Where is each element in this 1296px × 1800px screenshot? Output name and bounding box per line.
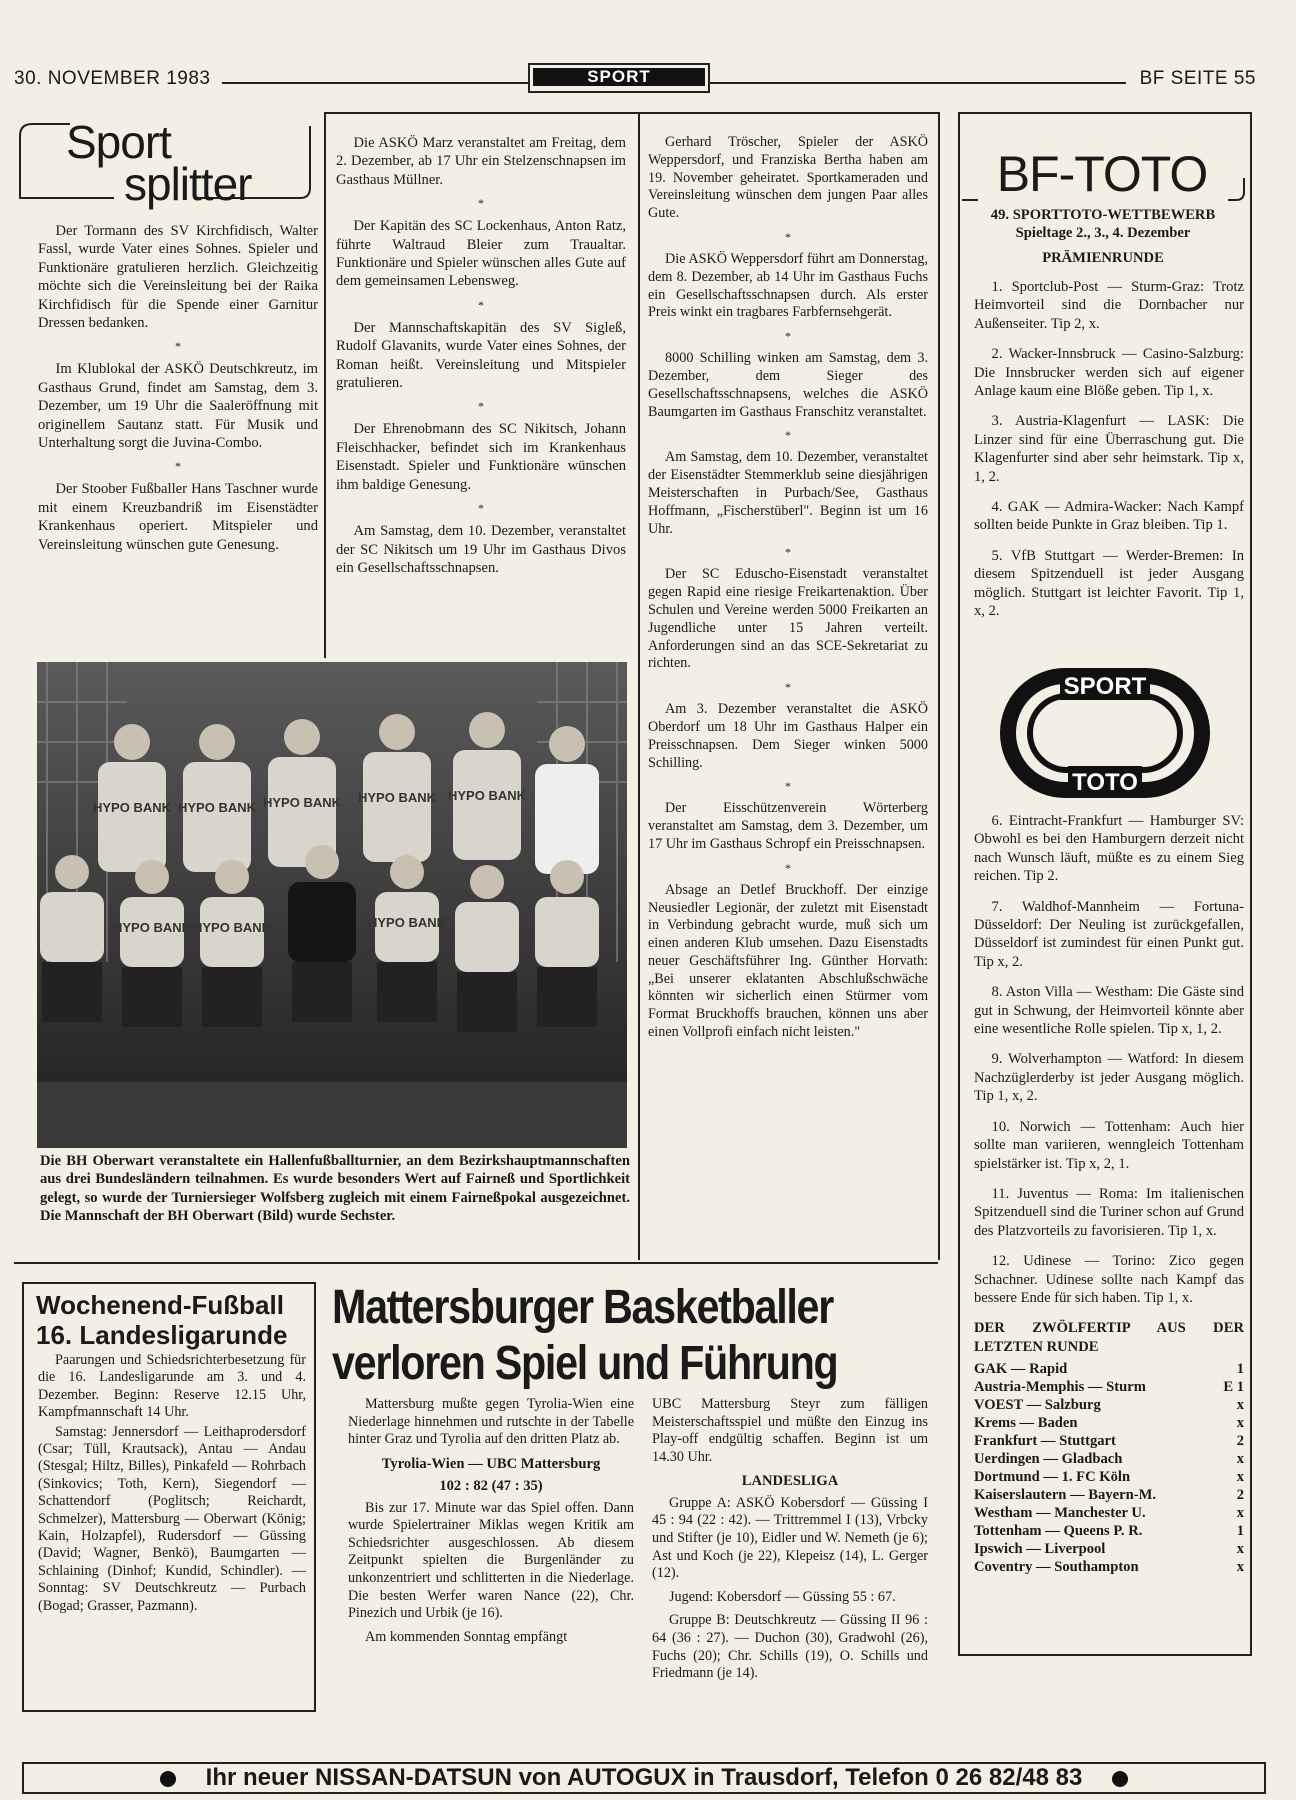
last-round-match: GAK — Rapid [974, 1361, 1068, 1378]
page-number: BF SEITE 55 [1139, 68, 1256, 89]
last-round-match: Krems — Baden [974, 1415, 1078, 1432]
last-round-match: Westham — Manchester U. [974, 1505, 1146, 1522]
sportsplitter-title-2: splitter [124, 158, 252, 210]
splitter-item: 8000 Schilling winken am Samstag, dem 3. Dezember, dem Sieger des Gesellschaftsschnapsens, welches die ASKÖ Baumgarten im Gasthaus Franschitz veranstaltet. [648, 350, 928, 420]
last-round-match: Kaiserslautern — Bayern-M. [974, 1487, 1156, 1504]
last-round-result: x [1236, 1451, 1244, 1468]
separator-star: * [478, 501, 484, 516]
toto-tip: 8. Aston Villa — Westham: Die Gäste sind gut in Schwung, der Heimvorteil könnte aber eine wesentliche Rolle spielen. Tip x, 1, 2. [974, 984, 1244, 1038]
last-round-match: Dortmund — 1. FC Köln [974, 1469, 1131, 1486]
splitter-item: Der Eisschützenverein Wörterberg veranstaltet am Samstag, dem 3. Dezember, um 17 Uhr im Gasthaus Schropf ein Preisschnapsen. [648, 800, 928, 852]
header-rule-left [222, 82, 528, 84]
last-round-row [974, 1450, 1244, 1468]
toto-tip: 6. Eintracht-Frankfurt — Hamburger SV: Obwohl es bei den Hamburgern derzeit nicht nach Wunsch läuft, müßte es zu einem Sieg reichen. Tip 2. [974, 813, 1244, 885]
header-rule-right [706, 82, 1126, 84]
wochenend-title [36, 1290, 316, 1350]
splitter-item: Der Stoober Fußballer Hans Taschner wurde mit einem Kreuzbandriß im Eisenstädter Krankenhaus operiert. Mitspieler und Vereinsleitung wünschen gute Genesung. [38, 481, 318, 553]
column-rule-2 [638, 112, 640, 1260]
toto-contest: 49. SPORTTOTO-WETTBEWERB [990, 207, 1216, 223]
last-round-row [974, 1378, 1244, 1396]
last-round-row [974, 1360, 1244, 1378]
separator-star: * [785, 680, 791, 695]
splitter-item: Die ASKÖ Marz veranstaltet am Freitag, dem 2. Dezember, ab 17 Uhr ein Stelzenschnapsen im Gasthaus Müllner. [336, 135, 626, 188]
section-label: SPORT [533, 68, 705, 86]
basket-match-score: 102 : 82 (47 : 35) [439, 1478, 543, 1495]
last-round-row [974, 1558, 1244, 1576]
section-badge [528, 63, 710, 93]
sportsplitter-title-1: Sport [66, 116, 171, 168]
jersey-text: HYPO BANK [447, 788, 527, 803]
toto-tip: 4. GAK — Admira-Wacker: Nach Kampf sollten beide Punkte in Graz bleiben. Tip 1. [974, 499, 1244, 534]
last-round-match: Frankfurt — Stuttgart [974, 1433, 1116, 1450]
basket-paragraph: Gruppe B: Deutschkreutz — Güssing II 96 : 64 (36 : 27). — Duchon (30), Gradwohl (26), Fuchs (20); Chr. Schills (19), O. Schills und Friedmann (je 14). [652, 1612, 928, 1682]
separator-star: * [785, 545, 791, 560]
toto-tip: 11. Juventus — Roma: Im italienischen Spitzenduell sind die Turiner schon auf Grund des Platzvorteils zu favorisieren. Tip 1, x. [974, 1185, 1244, 1239]
column-rule-1 [324, 112, 326, 658]
wochenend-intro: Paarungen und Schiedsrichterbesetzung für die 16. Landesligarunde am 3. und 4. Dezember. Beginn: Reserve 12.15 Uhr, Kampfmannschaft 14 Uhr. [38, 1352, 306, 1421]
splitter-item: Der Kapitän des SC Lockenhaus, Anton Ratz, führte Waltraud Bleier zum Traualtar. Funktionäre und Spieler wünschen alles Gute auf dem gemeinsamen Lebensweg. [336, 218, 626, 290]
last-round-result: 1 [1236, 1361, 1244, 1378]
last-round-match: Austria-Memphis — Sturm [974, 1379, 1146, 1396]
last-round-result: x [1236, 1469, 1244, 1486]
toto-tip: 10. Norwich — Tottenham: Auch hier sollte man variieren, wenngleich Tottenham spielstärker ist. Tip x, 2, 1. [974, 1118, 1244, 1172]
splitter-column-2 [336, 134, 626, 583]
advert-strip [22, 1762, 1266, 1794]
sportsplitter-logo [14, 116, 312, 210]
issue-date: 30. NOVEMBER 1983 [14, 68, 211, 89]
toto-tip: 9. Wolverhampton — Watford: In diesem Nachzüglerderby ist jeder Ausgang möglich. Tip 1, x, 2. [974, 1051, 1244, 1105]
last-round-row [974, 1468, 1244, 1486]
toto-tips-b [974, 812, 1244, 1576]
splitter-item: Am Samstag, dem 10. Dezember, veranstaltet der SC Nikitsch um 19 Uhr im Gasthaus Divos ein Gesellschaftsschnapsen. [336, 523, 626, 576]
toto-tip: 1. Sportclub-Post — Sturm-Graz: Trotz Heimvorteil sind die Dornbacher nur Außenseiter. Tip 2, x. [974, 279, 1244, 332]
basket-paragraph: Mattersburg mußte gegen Tyrolia-Wien eine Niederlage hinnehmen und rutschte in der Tabelle hinter Graz und Tyrolia auf den dritten Platz ab. [348, 1396, 634, 1448]
separator-star: * [785, 329, 791, 344]
toto-round: PRÄMIENRUNDE [1042, 249, 1164, 266]
bullet-icon [1112, 1771, 1128, 1787]
basket-column-2 [652, 1396, 928, 1689]
basket-headline-1: Mattersburger Basketballer [332, 1281, 834, 1334]
last-round-match: Ipswich — Liverpool [974, 1541, 1106, 1558]
splitter-item: Am 3. Dezember veranstaltet die ASKÖ Oberdorf um 18 Uhr im Gasthaus Halper ein Preisschnapsen. Dem Sieger winken 5000 Schilling. [648, 701, 928, 771]
wochenend-fixtures: Samstag: Jennersdorf — Leithaprodersdorf (Csar; Tüll, Krautsack), Antau — Andau (Stesgal; Hiltz, Billes), Pinkafeld — Rohrbach (Sinkovics; Toth, Kern), Siegendorf — Schattendorf (Poglitsch; Reichardt, Schmelzer), Mattersburg — Oberwart (König; Kain, Holzapfel), Rudersdorf — Güssing (David; Wagner, Benkö), Baumgarten — Schlaining (Dinhof; Kundid, Schindler). — Sonntag: SV Deutschkreutz — Purbach (Bogad; Grasser, Pazmann). [38, 1423, 306, 1614]
splitter-item: Gerhard Tröscher, Spieler der ASKÖ Weppersdorf, und Franziska Bertha haben am 19. November geheiratet. Sportkameraden und Vereinsleitung wünschen dem jungen Paar alles Gute. [648, 134, 928, 222]
last-round-row [974, 1396, 1244, 1414]
basket-paragraph: Bis zur 17. Minute war das Spiel offen. Dann wurde Spielertrainer Miklas wegen Kritik am Schiedsrichter ausgeschlossen. Ab diesem Zeitpunkt spielten die Burgenländer zu unkonzentriert und schlitterten in die Niederlage. Die besten Werfer waren Nance (22), Chr. Pinezich und Urbik (je 16). [348, 1499, 634, 1622]
basket-paragraph: UBC Mattersburg Steyr zum fälligen Meisterschaftsspiel und müßte den Einzug ins Play-off endgültig schaffen. Beginn ist um 14.30 Uhr. [652, 1396, 928, 1465]
separator-star: * [785, 229, 791, 244]
column-rule-3 [938, 112, 940, 1260]
splitter-column-3 [648, 134, 928, 1048]
wochenend-body [38, 1352, 306, 1621]
wochenend-title-1: Wochenend-Fußball [36, 1290, 284, 1320]
last-round-row [974, 1432, 1244, 1450]
toto-tip: 5. VfB Stuttgart — Werder-Bremen: In diesem Spitzenduell ist jeder Ausgang möglich. Stuttgart ist leichter Favorit. Tip 1, x, 2. [974, 547, 1244, 620]
last-round-match: Coventry — Southampton [974, 1559, 1139, 1576]
advert-text: Ihr neuer NISSAN-DATSUN von AUTOGUX in Trausdorf, Telefon 0 26 82/48 83 [205, 1764, 1083, 1791]
last-round-row [974, 1540, 1244, 1558]
last-round-row [974, 1504, 1244, 1522]
last-round-row [974, 1522, 1244, 1540]
last-round-result: 1 [1236, 1523, 1244, 1540]
separator-star: * [478, 297, 484, 312]
basket-headline-2: verloren Spiel und Führung [332, 1337, 838, 1390]
last-round-result: x [1236, 1559, 1244, 1576]
toto-tip: 7. Waldhof-Mannheim — Fortuna-Düsseldorf: Der Neuling ist zurückgefallen, Düsseldorf ist zumindest für einen Punkt gut. Tip x, 2. [974, 898, 1244, 970]
jersey-text: HYPO BANK [367, 915, 447, 930]
splitter-item: Der SC Eduscho-Eisenstadt veranstaltet gegen Rapid eine riesige Freikartenaktion. Über Schulen und Vereine werden 5000 Freikarten an Jugendliche unter 15 Jahren verteilt. Anforderungen sind an das SCE-Sekretariat zu richten. [648, 566, 928, 672]
toto-tip: 3. Austria-Klagenfurt — LASK: Die Linzer sind für eine Überraschung gut. Die Klagenfurter sind aber sehr heimstark. Tip x, 1, 2. [974, 413, 1244, 485]
basket-match-title: Tyrolia-Wien — UBC Mattersburg [381, 1455, 601, 1472]
logo-toto-text: TOTO [1072, 769, 1138, 796]
jersey-text: HYPO BANK [112, 920, 192, 935]
jersey-text: HYPO BANK [357, 790, 437, 805]
photo-caption: Die BH Oberwart veranstaltete ein Hallenfußballturnier, an dem Bezirkshauptmannschaften aus drei Bundesländern teilnahmen. Es wurde besonders Wert auf Fairneß und Sportlichkeit gelegt, so wurde der Turniersieger Wolfsberg zugleich mit einem Fairneßpokal ausgezeichnet. Die Mannschaft der BH Oberwart (Bild) wurde Sechster. [40, 1153, 630, 1225]
logo-sport-text: SPORT [1063, 673, 1147, 700]
splitter-column-1 [38, 222, 318, 560]
photo-section-rule [14, 1262, 938, 1264]
toto-tips-a [974, 278, 1244, 633]
toto-subheading [968, 206, 1238, 267]
toto-title: BF-TOTO [996, 146, 1208, 202]
separator-star: * [175, 459, 181, 474]
last-round-result: 2 [1236, 1487, 1244, 1504]
jersey-text: HYPO BANK [262, 795, 342, 810]
splitter-item: Der Mannschaftskapitän des SV Sigleß, Rudolf Glavanits, wurde Vater eines Sohnes, der Roman heißt. Vereinsleitung und Mitspieler gratulieren. [336, 319, 626, 392]
separator-star: * [785, 860, 791, 875]
basket-paragraph: Am kommenden Sonntag empfängt [365, 1628, 568, 1645]
last-round-table [974, 1360, 1244, 1576]
last-round-match: VOEST — Salzburg [974, 1397, 1101, 1414]
splitter-item: Im Klublokal der ASKÖ Deutschkreutz, im Gasthaus Grund, findet am Samstag, dem 3. Dezember, um 19 Uhr die Saaleröffnung mit originellem Sautanz statt. Für Musik und Unterhaltung sorgt die Juvina-Combo. [38, 361, 318, 452]
separator-star: * [785, 428, 791, 443]
last-round-title: DER ZWÖLFERTIP AUS DER LETZTEN RUNDE [974, 1320, 1244, 1355]
last-round-match: Uerdingen — Gladbach [974, 1451, 1123, 1468]
team-photo [37, 662, 627, 1148]
jersey-text: HYPO BANK [177, 800, 257, 815]
last-round-result: x [1236, 1415, 1244, 1432]
toto-tip: 2. Wacker-Innsbruck — Casino-Salzburg: Die Innsbrucker werden sich auf eigener Anlage kaum eine Blöße geben. Tip 1, x. [974, 346, 1244, 400]
last-round-result: 2 [1236, 1433, 1244, 1450]
wochenend-title-2: 16. Landesligarunde [36, 1320, 288, 1350]
last-round-row [974, 1414, 1244, 1432]
toto-tip: 12. Udinese — Torino: Zico gegen Schachner. Udinese sollte nach Kampf das bessere Ende für sich haben. Tip 1, x. [974, 1253, 1244, 1306]
last-round-result: x [1236, 1505, 1244, 1522]
last-round-result: E 1 [1223, 1379, 1244, 1396]
splitter-item: Die ASKÖ Weppersdorf führt am Donnerstag, dem 8. Dezember, ab 14 Uhr im Gasthaus Fuchs ein Gesellschaftsschnapsen durch. Als erster Preis winkt ein tragbares Farbfernsehgerät. [648, 250, 928, 321]
basket-paragraph: Gruppe A: ASKÖ Kobersdorf — Güssing I 45 : 94 (22 : 42). — Trittremmel I (13), Vrbcky und Stifter (je 10), Eidler und W. Nemeth (je 6); Ast und Koch (je 22), Klepeisz (14), L. Gerger (12). [652, 1494, 928, 1582]
team-photo-image [37, 662, 627, 1148]
separator-star: * [478, 399, 484, 414]
basket-column-1 [348, 1396, 634, 1652]
last-round-row [974, 1486, 1244, 1504]
last-round-match: Tottenham — Queens P. R. [974, 1523, 1143, 1540]
jersey-text: HYPO BANK [192, 920, 272, 935]
separator-star: * [175, 339, 181, 354]
jersey-text: HYPO BANK [92, 800, 172, 815]
basket-paragraph: Jugend: Kobersdorf — Güssing 55 : 67. [669, 1588, 896, 1605]
bullet-icon [160, 1771, 176, 1787]
splitter-item: Absage an Detlef Bruckhoff. Der einzige Neusiedler Legionär, der zuletzt mit Eisenstadt in Verbindung gebracht wurde, muß sich um einen anderen Klub umsehen. Dazu Eisenstadts neuer Geschäftsführer Ing. Günther Horvath: „Bei unserer eklatanten Abschlußschwäche könnten wir sicherlich einen Stürmer vom Format Bruckhoffs brauchen, können uns aber einen Vollprofi einfach nicht leisten." [648, 881, 928, 1041]
separator-star: * [785, 779, 791, 794]
splitter-item: Der Ehrenobmann des SC Nikitsch, Johann Fleischhacker, befindet sich im Krankenhaus Eisenstadt. Spieler und Funktionäre wünschen ihm baldige Genesung. [336, 421, 626, 493]
basket-landesliga: LANDESLIGA [741, 1473, 839, 1490]
basket-headline [332, 1280, 848, 1392]
splitter-item: Am Samstag, dem 10. Dezember, veranstaltet der Eisenstädter Stemmerklub seine diesjährigen Meisterschaften in Purbach/See, Gasthaus Hoffmann, „Fischerstüberl". Beginn ist um 16 Uhr. [648, 449, 928, 537]
splitter-item: Der Tormann des SV Kirchfidisch, Walter Fassl, wurde Vater eines Sohnes. Spieler und Funktionäre gratulieren herzlich. Gleichzeitig möchte sich die Vereinsleitung bei der Raika Kirchfidisch für die Spende einer Garnitur Dressen bedanken. [38, 223, 318, 332]
last-round-result: x [1236, 1541, 1244, 1558]
separator-star: * [478, 196, 484, 211]
last-round-result: x [1236, 1397, 1244, 1414]
top-rule [324, 112, 938, 114]
toto-matchdays: Spieltage 2., 3., 4. Dezember [1015, 225, 1191, 242]
sport-toto-logo [1000, 668, 1210, 798]
